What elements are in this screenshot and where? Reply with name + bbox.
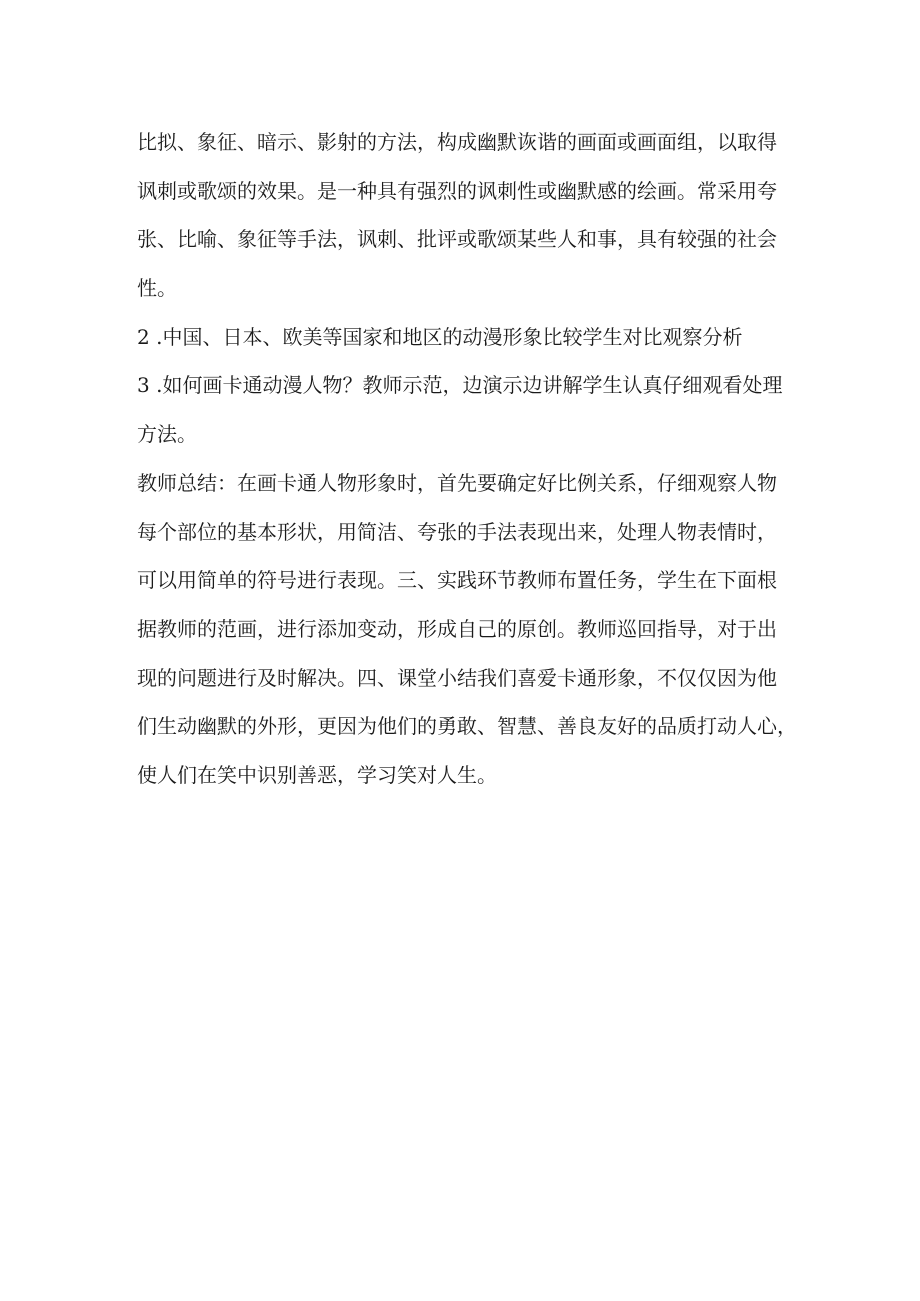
text-line-9: 每个部位的基本形状，用简洁、夸张的手法表现出来，处理人物表情时， (137, 519, 777, 544)
text-line-8: 教师总结：在画卡通人物形象时，首先要确定好比例关系，仔细观察人物 (137, 470, 777, 495)
text-line-14: 使人们在笑中识别善恶，学习笑对人生。 (137, 762, 497, 787)
text-line-12: 现的问题进行及时解决。四、课堂小结我们喜爱卡通形象，不仅仅因为他 (137, 665, 777, 690)
text-line-10: 可以用简单的符号进行表现。三、实践环节教师布置任务，学生在下面根 (137, 568, 777, 593)
text-line-2: 讽刺或歌颂的效果。是一种具有强烈的讽刺性或幽默感的绘画。常采用夸 (137, 178, 777, 203)
text-line-3: 张、比喻、象征等手法，讽刺、批评或歌颂某些人和事，具有较强的社会 (137, 227, 777, 252)
text-line-7: 方法。 (137, 422, 197, 447)
text-line-4: 性。 (137, 276, 177, 301)
text-line-6: 3 .如何画卡通动漫人物？教师示范，边演示边讲解学生认真仔细观看处理 (137, 373, 783, 398)
body-text (137, 118, 797, 800)
text-line-1: 比拟、象征、暗示、影射的方法，构成幽默诙谐的画面或画面组，以取得 (137, 130, 777, 154)
text-line-13: 们生动幽默的外形，更因为他们的勇敢、智慧、善良友好的品质打动人心， (137, 714, 797, 739)
text-line-11: 据教师的范画，进行添加变动，形成自己的原创。教师巡回指导，对于出 (137, 616, 777, 641)
text-line-5: 2 .中国、日本、欧美等国家和地区的动漫形象比较学生对比观察分析 (137, 324, 743, 349)
